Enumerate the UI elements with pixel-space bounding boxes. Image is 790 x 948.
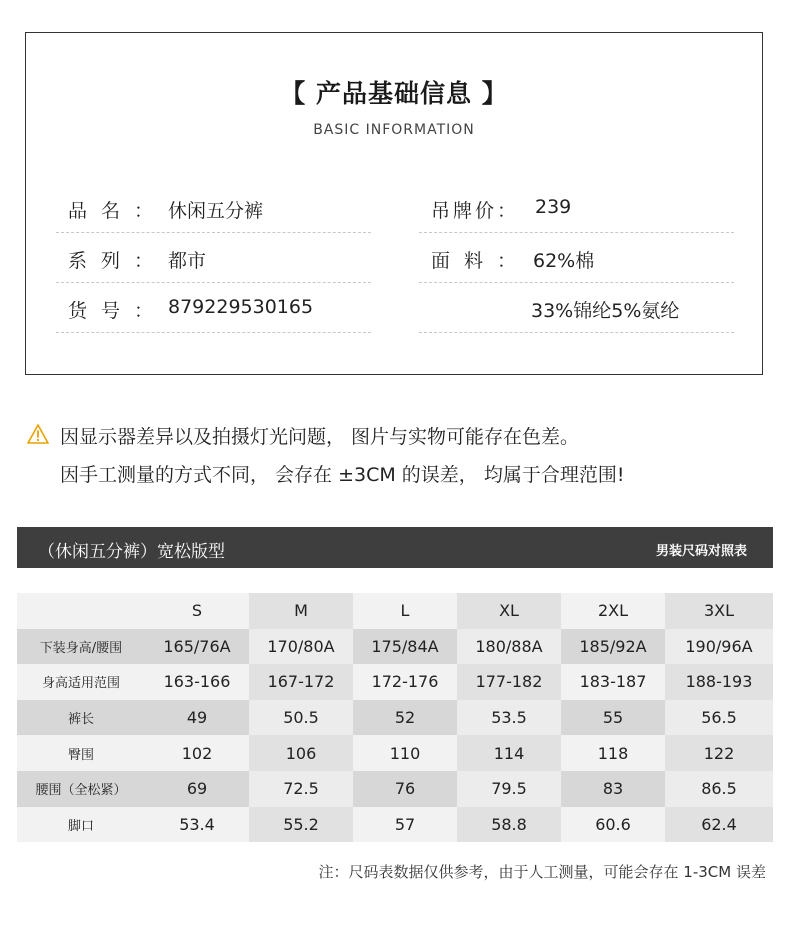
size-cell: S <box>145 593 249 629</box>
table-cell: 60.6 <box>561 807 665 843</box>
field-label: 货 号 ： <box>68 300 153 322</box>
field-series <box>56 233 371 283</box>
table-cell: 72.5 <box>249 771 353 807</box>
table-cell: 172-176 <box>353 664 457 700</box>
size-cell: 2XL <box>561 593 665 629</box>
field-item-number <box>56 283 371 333</box>
size-chart-table <box>17 593 773 842</box>
table-cell: 83 <box>561 771 665 807</box>
table-cell: 175/84A <box>353 629 457 665</box>
table-cell: 122 <box>665 735 773 771</box>
table-cell: 56.5 <box>665 700 773 736</box>
table-cell: 183-187 <box>561 664 665 700</box>
table-row <box>17 807 773 843</box>
field-label: 面 料 ： <box>431 250 516 272</box>
size-chart-header <box>17 527 773 568</box>
row-label: 裤长 <box>17 700 145 736</box>
table-cell: 102 <box>145 735 249 771</box>
table-cell: 55 <box>561 700 665 736</box>
table-cell: 170/80A <box>249 629 353 665</box>
row-label: 身高适用范围 <box>17 664 145 700</box>
field-value: 879229530165 <box>168 296 314 318</box>
table-cell: 76 <box>353 771 457 807</box>
info-subtitle: BASIC INFORMATION <box>313 122 475 138</box>
size-chart-title: （休闲五分裤）宽松版型 <box>38 542 225 562</box>
table-row <box>17 629 773 665</box>
field-value: 239 <box>535 196 572 218</box>
size-header-row <box>17 593 773 629</box>
row-label: 脚口 <box>17 807 145 843</box>
size-chart-footnote: 注：尺码表数据仅供参考，由于人工测量，可能会存在 1-3CM 误差 <box>318 863 766 881</box>
table-cell: 50.5 <box>249 700 353 736</box>
row-label: 下装身高/腰围 <box>17 629 145 665</box>
table-cell: 57 <box>353 807 457 843</box>
table-cell: 118 <box>561 735 665 771</box>
field-product-name <box>56 183 371 233</box>
field-value: 62%棉 <box>533 250 595 272</box>
size-cell: M <box>249 593 353 629</box>
row-label: 腰围（全松紧） <box>17 771 145 807</box>
table-cell: 52 <box>353 700 457 736</box>
row-label: 臀围 <box>17 735 145 771</box>
product-info-box <box>25 32 763 375</box>
table-cell: 167-172 <box>249 664 353 700</box>
table-cell: 58.8 <box>457 807 561 843</box>
table-cell: 185/92A <box>561 629 665 665</box>
corner-cell <box>17 593 145 629</box>
table-row <box>17 771 773 807</box>
field-fabric-continued <box>419 283 734 333</box>
table-row <box>17 700 773 736</box>
table-cell: 69 <box>145 771 249 807</box>
field-fabric <box>419 233 734 283</box>
size-cell: 3XL <box>665 593 773 629</box>
table-cell: 180/88A <box>457 629 561 665</box>
field-value: 都市 <box>168 250 207 272</box>
table-cell: 49 <box>145 700 249 736</box>
table-cell: 79.5 <box>457 771 561 807</box>
field-label: 系 列 ： <box>68 250 153 272</box>
table-cell: 53.5 <box>457 700 561 736</box>
size-chart-label: 男装尺码对照表 <box>655 544 747 559</box>
table-cell: 62.4 <box>665 807 773 843</box>
table-cell: 190/96A <box>665 629 773 665</box>
table-cell: 165/76A <box>145 629 249 665</box>
size-cell: L <box>353 593 457 629</box>
table-row <box>17 735 773 771</box>
info-title: 【 产品基础信息 】 <box>280 79 508 108</box>
table-cell: 163-166 <box>145 664 249 700</box>
field-tag-price <box>419 183 734 233</box>
table-cell: 114 <box>457 735 561 771</box>
notice-line-1: 因显示器差异以及拍摄灯光问题， 图片与实物可能存在色差。 <box>27 422 579 449</box>
field-value: 休闲五分裤 <box>168 200 264 222</box>
table-cell: 53.4 <box>145 807 249 843</box>
field-label: 吊 牌 价 ： <box>431 200 516 222</box>
size-cell: XL <box>457 593 561 629</box>
table-cell: 177-182 <box>457 664 561 700</box>
field-label: 品 名 ： <box>68 200 153 222</box>
table-row <box>17 664 773 700</box>
table-cell: 188-193 <box>665 664 773 700</box>
warning-triangle-icon <box>27 423 49 445</box>
table-cell: 86.5 <box>665 771 773 807</box>
notice-line-2: 因手工测量的方式不同， 会存在 ±3CM 的误差， 均属于合理范围! <box>60 464 625 486</box>
field-value: 33%锦纶5%氨纶 <box>531 300 680 322</box>
table-cell: 110 <box>353 735 457 771</box>
table-cell: 106 <box>249 735 353 771</box>
table-cell: 55.2 <box>249 807 353 843</box>
